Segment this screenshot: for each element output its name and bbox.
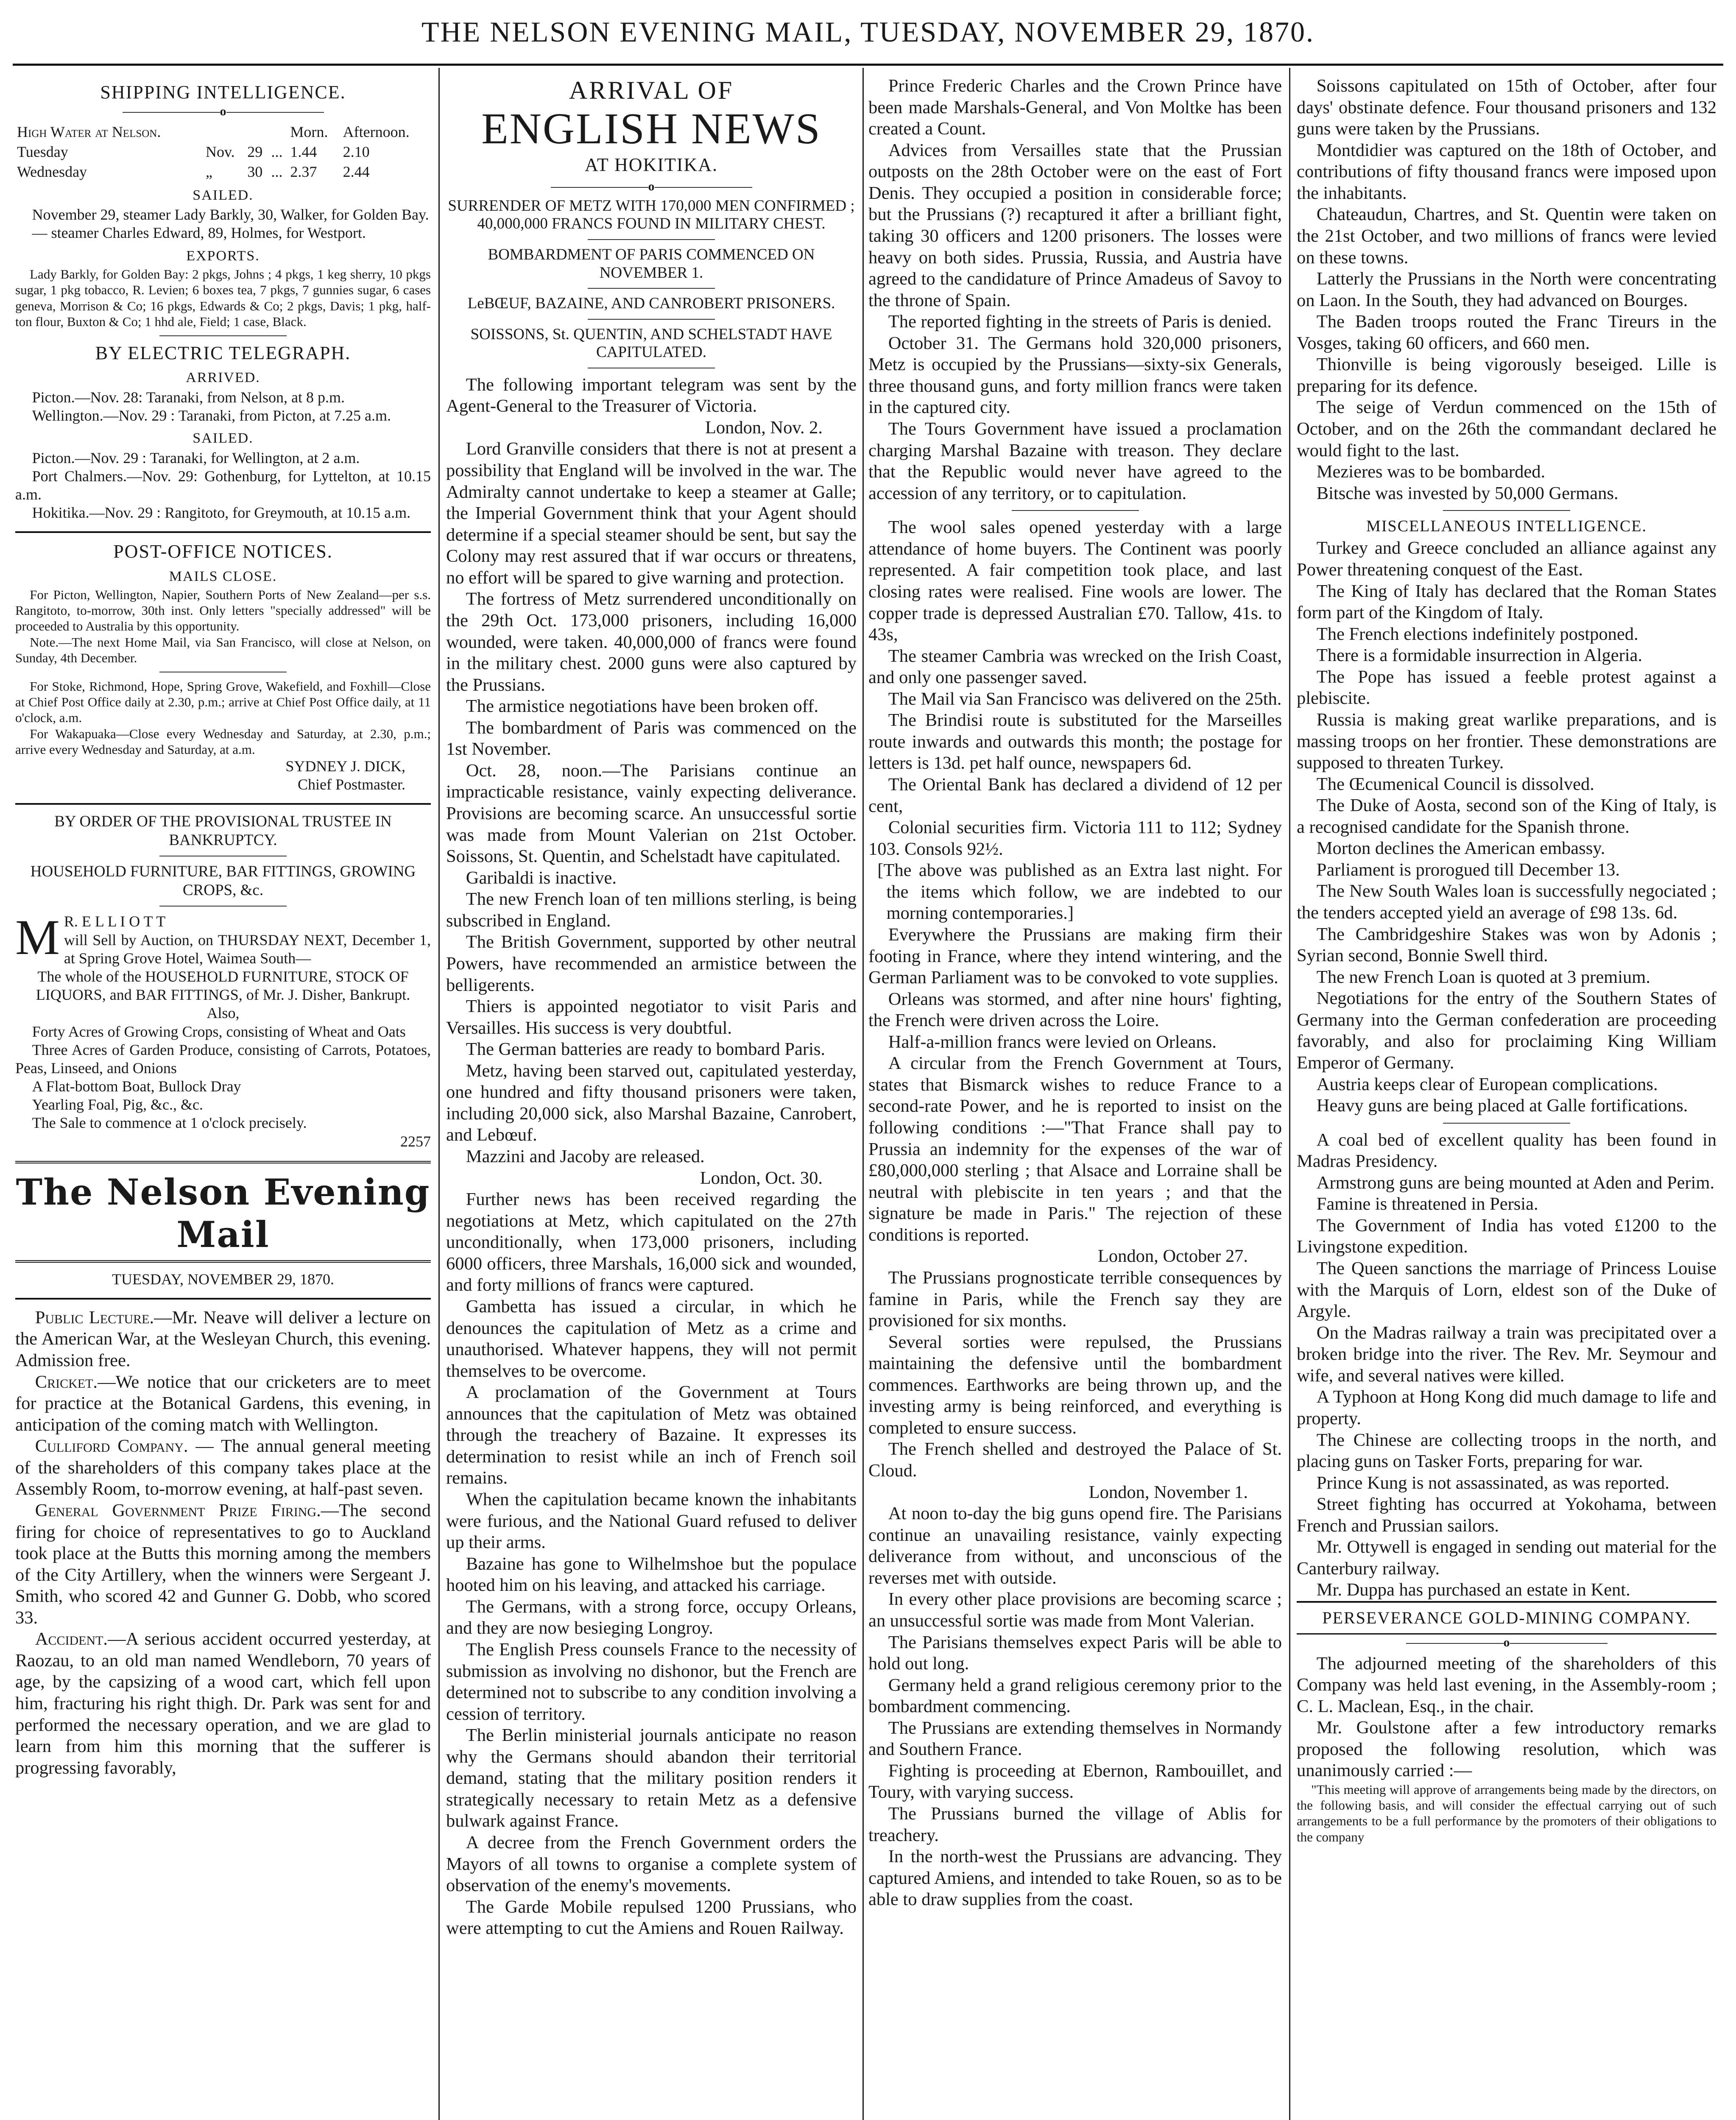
article-paragraph: The bombardment of Paris was commenced on the 1st November. [446, 717, 857, 759]
article-paragraph: Several sorties were repulsed, the Prussians maintaining the defensive until the bombardment commences. Earthworks are being thrown up, and the investing army is being reinforced, and everything is completed to ensure success. [868, 1332, 1282, 1438]
nameplate-rule [15, 1260, 431, 1263]
column-3 [868, 75, 1282, 2120]
article-paragraph: In the north-west the Prussians are advancing. They captured Amiens, and intended to take Rouen, so as to be able to draw supplies from the coast. [868, 1847, 1282, 1910]
article-paragraph: The armistice negotiations have been broken off. [466, 696, 818, 717]
mails-close-heading: MAILS CLOSE. [169, 568, 277, 584]
article-paragraph: Bazaine has gone to Wilhelmshoe but the populace hooted him on his leaving, and attacked his carriage. [446, 1554, 857, 1596]
article-paragraph: A circular from the French Government at Tours, states that Bismarck wishes to reduce France to a second-rate Power, and he is reported to insist on the following conditions :—"That France shall pay to Prussia an indemnity for the expenses of the war of £80,000,000 sterling ; that Alsace and Lorraine shall be neutral with plebiscite in ten years ; and that the signature be made in Paris." The rejection of these conditions is reported. [868, 1053, 1282, 1245]
misc-item: The Duke of Aosta, second son of the King of Italy, is a recognised candidate for the Spanish throne. [1297, 795, 1716, 837]
misc-item: A coal bed of excellent quality has been found in Madras Presidency. [1297, 1130, 1716, 1172]
post-notice: For Stoke, Richmond, Hope, Spring Grove, Wakefield, and Foxhill—Close at Chief Post Office daily at 2.30, p.m.; arrive at Chief Post Office daily, at 11 o'clock, a.m. [15, 679, 431, 725]
misc-item: The King of Italy has declared that the Roman States form part of the Kingdom of Italy. [1297, 581, 1716, 623]
article-paragraph: The Prussians burned the village of Ablis for treachery. [868, 1804, 1282, 1845]
auction-body: will Sell by Auction, on THURSDAY NEXT, December 1, at Spring Grove Hotel, Waimea South— [64, 931, 431, 967]
post-notice: For Wakapuaka—Close every Wednesday and Saturday, at 2.30, p.m.; arrive every Wednesday and Saturday, at a.m. [15, 726, 431, 757]
misc-item: The Government of India has voted £1200 to the Livingstone expedition. [1297, 1215, 1716, 1257]
misc-item: Mr. Ottywell is engaged in sending out material for the Canterbury railway. [1297, 1537, 1716, 1579]
postmaster-title: Chief Postmaster. [298, 776, 405, 793]
sailed-entry: Hokitika.—Nov. 29 : Rangitoto, for Greymouth, at 10.15 a.m. [32, 504, 411, 522]
misc-item: On the Madras railway a train was precipitated over a broken bridge into the river. The Rev. Mr. Seymour and wife, and several natives were killed. [1297, 1322, 1716, 1386]
article-paragraph: The Berlin ministerial journals anticipate no reason why the Germans should abandon their territorial demand, stating that the military position renders it strategically necessary to retain Metz as a defensive bulwark against France. [446, 1725, 857, 1831]
summary-line: SURRENDER OF METZ WITH 170,000 MEN CONFIRMED ; 40,000,000 FRANCS FOUND IN MILITARY CHEST. [448, 197, 855, 233]
ad-number: 2257 [400, 1133, 431, 1150]
shipping-heading: SHIPPING INTELLIGENCE. [100, 82, 346, 103]
article-paragraph: Mazzini and Jacoby are released. [466, 1146, 705, 1167]
article-paragraph: Thiers is appointed negotiator to visit Paris and Versailles. His success is very doubtful. [446, 996, 857, 1038]
post-notice: For Picton, Wellington, Napier, Southern Ports of New Zealand—per s.s. Rangitoto, to-morrow, 30th inst. Only letters "specially addressed" will be proceeded to Australia by this opportunity. [15, 587, 431, 634]
short-rule [1443, 1123, 1570, 1124]
misc-item: Mr. Duppa has purchased an estate in Kent. [1316, 1580, 1630, 1600]
misc-item: Famine is threatened in Persia. [1316, 1194, 1538, 1214]
dateline: London, November 1. [1088, 1482, 1248, 1502]
article-paragraph: Montdidier was captured on the 18th of October, and contributions of fifty thousand francs were imposed upon the inhabitants. [1297, 140, 1716, 203]
column-divider [862, 68, 864, 2120]
short-rule [1012, 510, 1139, 511]
article-paragraph: Everywhere the Prussians are making firm their footing in France, where they intend wintering, and the German Parliament was to be convoked to vote supplies. [868, 924, 1282, 988]
misc-item: The French elections indefinitely postponed. [1316, 624, 1638, 644]
article-paragraph: The Tours Government have issued a proclamation charging Marshal Bazaine with treason. They declare that the Republic would never have agreed to the accession of any territory, or to capitulation. [868, 419, 1282, 503]
article-paragraph: The Germans, with a strong force, occupy Orleans, and they are now besieging Longroy. [446, 1596, 857, 1638]
misc-item: The New South Wales loan is successfully negociated ; the tenders accepted yield an average of £98 13s. 6d. [1297, 881, 1716, 923]
article-paragraph: The new French loan of ten millions sterling, is being subscribed in England. [446, 889, 857, 931]
headline-english-news: ENGLISH NEWS [481, 104, 821, 153]
tide-table [15, 122, 431, 181]
misc-item: Street fighting has occurred at Yokohama, between French and Prussian sailors. [1297, 1494, 1716, 1536]
article-paragraph: Colonial securities firm. Victoria 111 to 112; Sydney 103. Consols 92½. [868, 817, 1282, 859]
article-paragraph: In every other place provisions are becoming scarce ; an unsuccessful sortie was made from Mont Valerian. [868, 1589, 1282, 1631]
misc-item: The new French Loan is quoted at 3 premium. [1316, 967, 1650, 987]
article-paragraph: Half-a-million francs were levied on Orleans. [888, 1032, 1217, 1052]
article-paragraph: The Parisians themselves expect Paris will be able to hold out long. [868, 1632, 1282, 1674]
article-paragraph: Further news has been received regarding the negotiations at Metz, which capitulated on the 27th unconditionally, when 173,000 prisoners, including 6000 officers, three Marshals, 16,000 sick and wounded, and forty millions of francs were captured. [446, 1189, 857, 1295]
short-rule [159, 906, 287, 907]
article-paragraph: The British Government, supported by other neutral Powers, have recommended an armistice between the belligerents. [446, 932, 857, 995]
auctioneer-name: R. E L L I O T T [64, 913, 166, 930]
ornament-rule: o [446, 180, 857, 193]
tide-label: High Water at Nelson. [17, 123, 161, 141]
short-rule [588, 288, 715, 289]
postmaster-signature: SYDNEY J. DICK, [285, 757, 405, 775]
auction-item: Forty Acres of Growing Crops, consisting of Wheat and Oats [32, 1023, 406, 1040]
misc-item: The Pope has issued a feeble protest against a plebiscite. [1297, 667, 1716, 709]
post-office-heading: POST-OFFICE NOTICES. [113, 541, 333, 562]
section-rule [15, 803, 431, 805]
article-paragraph: The Prussians are extending themselves in Normandy and Southern France. [868, 1718, 1282, 1760]
ornament-rule: o [15, 105, 431, 118]
miscellaneous-heading: MISCELLANEOUS INTELLIGENCE. [1366, 517, 1647, 536]
misc-item: Turkey and Greece concluded an alliance against any Power threatening conquest of the East. [1297, 538, 1716, 580]
masthead [0, 0, 1736, 64]
local-news-item: General Government Prize Firing.—The second firing for choice of representatives to go to Auckland took place at the Butts this morning among the members of the City Artillery, when the winners were Sergeant J. Smith, who scored 42 and Gunner G. Dobb, who scored 33. [15, 1500, 431, 1628]
article-paragraph: When the capitulation became known the inhabitants were furious, and the National Guard refused to deliver up their arms. [446, 1490, 857, 1553]
post-notice: Note.—The next Home Mail, via San Francisco, will close at Nelson, on Sunday, 4th December. [15, 634, 431, 665]
article-paragraph: The Brindisi route is substituted for the Marseilles route inwards and outwards this month; the postage for letters is 13d. pet half ounce, newspapers 6d. [868, 710, 1282, 773]
article-paragraph: Oct. 28, noon.—The Parisians continue an impracticable resistance, vainly expecting deliverance. Provisions are becoming scarce. An unsuccessful sortie was made from Mount Valerian on 21st October. Soissons, St. Quentin, and Schelstadt have capitulated. [446, 760, 857, 867]
sailed-entry: — steamer Charles Edward, 89, Holmes, for Westport. [32, 224, 366, 242]
misc-item: Negotiations for the entry of the Southern States of Germany into the German confederation are proceeding favorably, and also for proclaiming King William Emperor of Germany. [1297, 988, 1716, 1073]
ornament-rule: o [1297, 1636, 1716, 1649]
column-1 [15, 75, 431, 2120]
misc-item: A Typhoon at Hong Kong did much damage to life and property. [1297, 1387, 1716, 1428]
auction-sale-time: The Sale to commence at 1 o'clock precisely. [32, 1114, 307, 1132]
headline-arrival: ARRIVAL OF [569, 76, 734, 104]
article-paragraph: The following important telegram was sent by the Agent-General to the Treasurer of Victoria. [446, 374, 857, 416]
article-paragraph: The wool sales opened yesterday with a large attendance of home buyers. The Continent was poorly represented. A fair competition took place, and last closing rates were realised. Fine wools are lower. The copper trade is depressed Australian £70. Tallow, 41s. to 43s, [868, 517, 1282, 645]
misc-item: Russia is making great warlike preparations, and is massing troops on her frontier. These demonstrations are supposed to threaten Turkey. [1297, 709, 1716, 773]
article-paragraph: Latterly the Prussians in the North were concentrating on Laon. In the South, they had advanced on Bourges. [1297, 269, 1716, 310]
article-paragraph: At noon to-day the big guns opend fire. The Parisians continue an unavailing resistance, vainly expecting deliverance from without, and unconscious of the reverses met with outside. [868, 1504, 1282, 1588]
article-paragraph: Fighting is proceeding at Ebernon, Rambouillet, and Toury, with varying success. [868, 1760, 1282, 1802]
article-paragraph: Lord Granville considers that there is not at present a possibility that England will be involved in the war. The Admiralty cannot undertake to keep a steamer at Galle; the Imperial Government think that your Agent should determine if a special steamer should be sent, but say the Colony may rest assured that if war occurs or threatens, no effort will be spared to give warning and protection. [446, 439, 857, 588]
local-news-item: Cricket.—We notice that our cricketers are to meet for practice at the Botanical Gardens, this evening, in anticipation of the coming match with Wellington. [15, 1372, 431, 1435]
article-paragraph: Thionville is being vigorously beseiged. Lille is preparing for its defence. [1297, 354, 1716, 396]
issue-date: TUESDAY, NOVEMBER 29, 1870. [112, 1270, 335, 1288]
masthead-rule [13, 64, 1723, 66]
article-paragraph: The steamer Cambria was wrecked on the Irish Coast, and only one passenger saved. [868, 646, 1282, 688]
sailed-entry: November 29, steamer Lady Barkly, 30, Walker, for Golden Bay. [32, 206, 429, 223]
misc-item: Prince Kung is not assassinated, as was reported. [1316, 1473, 1669, 1493]
article-paragraph: Gambetta has issued a circular, in which he denounces the capitulation of Metz as a crime and unauthorised. Whatever happens, they will not permit themselves to be overcome. [446, 1296, 857, 1381]
exports-text: Lady Barkly, for Golden Bay: 2 pkgs, Johns ; 4 pkgs, 1 keg sherry, 10 pkgs sugar, 1 pkg tobacco, R. Levien; 6 boxes tea, 7 pkgs, 7 gunnies sugar, 6 cases geneva, Morrison & Co; 16 pkgs, Edwards & Co; 2 pkgs, Davis; 1 pkg, half-ton flour, Buxton & Co; 1 hhd ale, Field; 1 case, Black. [15, 267, 431, 329]
dateline: London, Nov. 2. [705, 417, 823, 438]
column-divider [1289, 68, 1290, 2120]
arrival-entry: Picton.—Nov. 28: Taranaki, from Nelson, at 8 p.m. [32, 388, 345, 406]
misc-item: The Cambridgeshire Stakes was won by Adonis ; Syrian second, Bonnie Swell third. [1297, 924, 1716, 966]
misc-item: Parliament is prorogued till December 13. [1316, 859, 1620, 880]
misc-item: Austria keeps clear of European complications. [1316, 1074, 1658, 1094]
misc-item: There is a formidable insurrection in Algeria. [1316, 645, 1643, 666]
article-paragraph: The French shelled and destroyed the Palace of St. Cloud. [868, 1439, 1282, 1481]
misc-item: Heavy guns are being placed at Galle fortifications. [1316, 1096, 1688, 1116]
dateline: London, October 27. [1097, 1246, 1248, 1266]
misc-item: Morton declines the American embassy. [1316, 838, 1605, 859]
table-row: Tuesday Nov. 29 ... 1.44 2.10 [17, 143, 370, 161]
auction-also: Also, [207, 1004, 240, 1022]
article-paragraph: Soissons capitulated on 15th of October, after four days' obstinate defence. Four thousand prisoners and 132 guns were taken by the Prussians. [1297, 76, 1716, 139]
short-rule [588, 239, 715, 240]
article-paragraph: A decree from the French Government orders the Mayors of all towns to organise a complete system of observation of the enemy's movements. [446, 1833, 857, 1896]
auction-ad-subtitle: HOUSEHOLD FURNITURE, BAR FITTINGS, GROWING CROPS, &c. [30, 863, 416, 899]
local-news-item: Culliford Company. — The annual general meeting of the shareholders of this company takes place at the Assembly Room, to-morrow evening, at half-past seven. [15, 1436, 431, 1499]
article-paragraph: Garibaldi is inactive. [466, 868, 617, 888]
dateline: London, Oct. 30. [700, 1168, 823, 1188]
local-news-item: Public Lecture.—Mr. Neave will deliver a lecture on the American War, at the Wesleyan Church, this evening. Admission free. [15, 1307, 431, 1371]
summary-line: SOISSONS, St. QUENTIN, AND SCHELSTADT HAVE CAPITULATED. [470, 325, 832, 361]
summary-line: BOMBARDMENT OF PARIS COMMENCED ON NOVEMBER 1. [488, 246, 815, 282]
article-paragraph: Germany held a grand religious ceremony prior to the bombardment commencing. [868, 1675, 1282, 1717]
article-paragraph: The Prussians prognosticate terrible consequences by famine in Paris, while the French say they are provisioned for six months. [868, 1267, 1282, 1331]
article-paragraph: The fortress of Metz surrendered unconditionally on the 29th Oct. 173,000 prisoners, including 16,000 wounded, were taken. 40,000,000 of francs were found in the military chest. 2000 guns were also captured by the Prussians. [446, 589, 857, 695]
resolution-text: "This meeting will approve of arrangements being made by the directors, on the following basis, and will consider the effectual carrying out of such arrangements to be a full performance by the promoters of their obligations to the company [1297, 1782, 1716, 1844]
article-paragraph: A proclamation of the Government at Tours announces that the capitulation of Metz was obtained through the treachery of Bazaine. It expresses its determination to resist while an inch of French soil remains. [446, 1382, 857, 1488]
article-paragraph: Mezieres was to be bombarded. [1316, 462, 1546, 482]
short-rule [159, 335, 287, 336]
sailed-heading: SAILED. [193, 187, 254, 203]
article-paragraph: Prince Frederic Charles and the Crown Prince have been made Marshals-General, and Von Moltke has been created a Count. [868, 76, 1282, 139]
perseverance-heading: PERSEVERANCE GOLD-MINING COMPANY. [1322, 1608, 1691, 1628]
masthead-title: THE NELSON EVENING MAIL, TUESDAY, NOVEMBER 29, 1870. [421, 16, 1315, 48]
table-row: Wednesday „ 30 ... 2.37 2.44 [17, 163, 370, 181]
column-4 [1297, 75, 1716, 2120]
column-2 [446, 75, 857, 2120]
exports-heading: EXPORTS. [186, 248, 260, 264]
misc-item: The Queen sanctions the marriage of Princess Louise with the Marquis of Lorn, eldest son of the Duke of Argyle. [1297, 1258, 1716, 1322]
article-paragraph: Orleans was stormed, and after nine hours' fighting, the French were driven across the Loire. [868, 989, 1282, 1031]
article-paragraph: Mr. Goulstone after a few introductory remarks proposed the following resolution, which was unanimously carried :— [1297, 1718, 1716, 1781]
article-paragraph: Chateaudun, Chartres, and St. Quentin were taken on the 21st October, and two millions of francs were levied on these towns. [1297, 204, 1716, 268]
article-paragraph: The reported fighting in the streets of Paris is denied. [888, 312, 1272, 332]
article-paragraph: The German batteries are ready to bombard Paris. [466, 1039, 826, 1060]
auction-item: A Flat-bottom Boat, Bullock Dray [32, 1078, 241, 1095]
summary-line: LeBŒUF, BAZAINE, AND CANROBERT PRISONERS. [467, 295, 835, 312]
short-rule [588, 319, 715, 320]
auction-ad-title: BY ORDER OF THE PROVISIONAL TRUSTEE IN BANKRUPTCY. [54, 813, 392, 849]
tide-morn-header: Morn. [290, 123, 328, 141]
section-rule [15, 1161, 431, 1163]
section-rule [15, 531, 431, 533]
newspaper-nameplate: The Nelson Evening Mail [16, 1171, 430, 1255]
auction-item: The whole of the HOUSEHOLD FURNITURE, STOCK OF LIQUORS, and BAR FITTINGS, of Mr. J. Disher, Bankrupt. [36, 968, 410, 1004]
sailed-entry: Picton.—Nov. 29 : Taranaki, for Wellington, at 2 a.m. [32, 449, 360, 466]
local-news-item: Accident.—A serious accident occurred yesterday, at Raozau, to an old man named Wendleborn, 70 years of age, by the capsizing of a wood cart, which fell upon him, fracturing his right thigh. Dr. Park was sent for and performed the necessary operation, and we are glad to learn from him this morning that the sufferer is progressing favorably, [15, 1629, 431, 1778]
article-paragraph: Advices from Versailles state that the Prussian outposts on the 28th October were on the east of Fort Denis. They occupied a position in considerable force; but the Prussians (?) recaptured it after a brilliant fight, taking 30 officers and 1200 prisoners. The losses were heavy on both sides. Prussia, Russia, and Austria have agreed to the candidature of Prince Amadeus of Savoy to the throne of Spain. [868, 140, 1282, 310]
arrival-entry: Wellington.—Nov. 29 : Taranaki, from Picton, at 7.25 a.m. [32, 407, 391, 424]
article-paragraph: The Mail via San Francisco was delivered on the 25th. [888, 689, 1282, 709]
drop-cap: M [15, 909, 60, 965]
article-paragraph: The Baden troops routed the Franc Tireurs in the Vosges, taking 60 officers, and 660 men. [1297, 312, 1716, 353]
article-paragraph: The adjourned meeting of the shareholders of this Company was held last evening, in the Assembly-room ; C. L. Maclean, Esq., in the chair. [1297, 1653, 1716, 1716]
article-paragraph: The Oriental Bank has declared a dividend of 12 per cent, [868, 775, 1282, 816]
article-paragraph: Metz, having been starved out, capitulated yesterday, one hundred and fifty thousand prisoners were taken, including 20,000 sick, also Marshal Bazaine, Canrobert, and Lebœuf. [446, 1060, 857, 1145]
tide-afternoon-header: Afternoon. [343, 123, 410, 141]
article-paragraph: The Garde Mobile repulsed 1200 Prussians, who were attempting to cut the Amiens and Rouen Railway. [446, 1897, 857, 1939]
article-paragraph: October 31. The Germans hold 320,000 prisoners, Metz is occupied by the Prussians—sixty-six Generals, three thousand guns, and forty million francs were taken in the captured city. [868, 333, 1282, 418]
auction-item: Yearling Foal, Pig, &c., &c. [32, 1096, 203, 1113]
section-rule [15, 1298, 431, 1300]
headline-hokitika: AT HOKITIKA. [584, 154, 718, 175]
sailed-entry: Port Chalmers.—Nov. 29: Gothenburg, for Lyttelton, at 10.15 a.m. [15, 467, 431, 503]
misc-item: Armstrong guns are being mounted at Aden and Perim. [1316, 1172, 1715, 1193]
short-rule [1443, 510, 1570, 511]
article-paragraph: The seige of Verdun commenced on the 15th of October, and on the 26th the commandant declared he would fight to the last. [1297, 397, 1716, 460]
editor-note: [The above was published as an Extra last night. For the items which follow, we are indebted to our morning contemporaries.] [877, 860, 1282, 923]
article-paragraph: The English Press counsels France to the necessity of submission as involving no dishonor, but the French are determined not to subscribe to any condition involving a cession of territory. [446, 1639, 857, 1724]
perseverance-box [1297, 1601, 1716, 1635]
arrived-heading: ARRIVED. [186, 370, 260, 386]
column-divider [438, 68, 440, 2120]
article-paragraph: Bitsche was invested by 50,000 Germans. [1316, 483, 1619, 503]
auction-item: Three Acres of Garden Produce, consisting of Carrots, Potatoes, Peas, Linseed, and Onions [15, 1041, 431, 1077]
misc-item: The Œcumenical Council is dissolved. [1316, 774, 1594, 794]
misc-item: The Chinese are collecting troops in the north, and placing guns on Tasker Forts, preparing for war. [1297, 1430, 1716, 1472]
sailed-heading: SAILED. [193, 430, 254, 446]
telegraph-heading: BY ELECTRIC TELEGRAPH. [95, 342, 351, 363]
